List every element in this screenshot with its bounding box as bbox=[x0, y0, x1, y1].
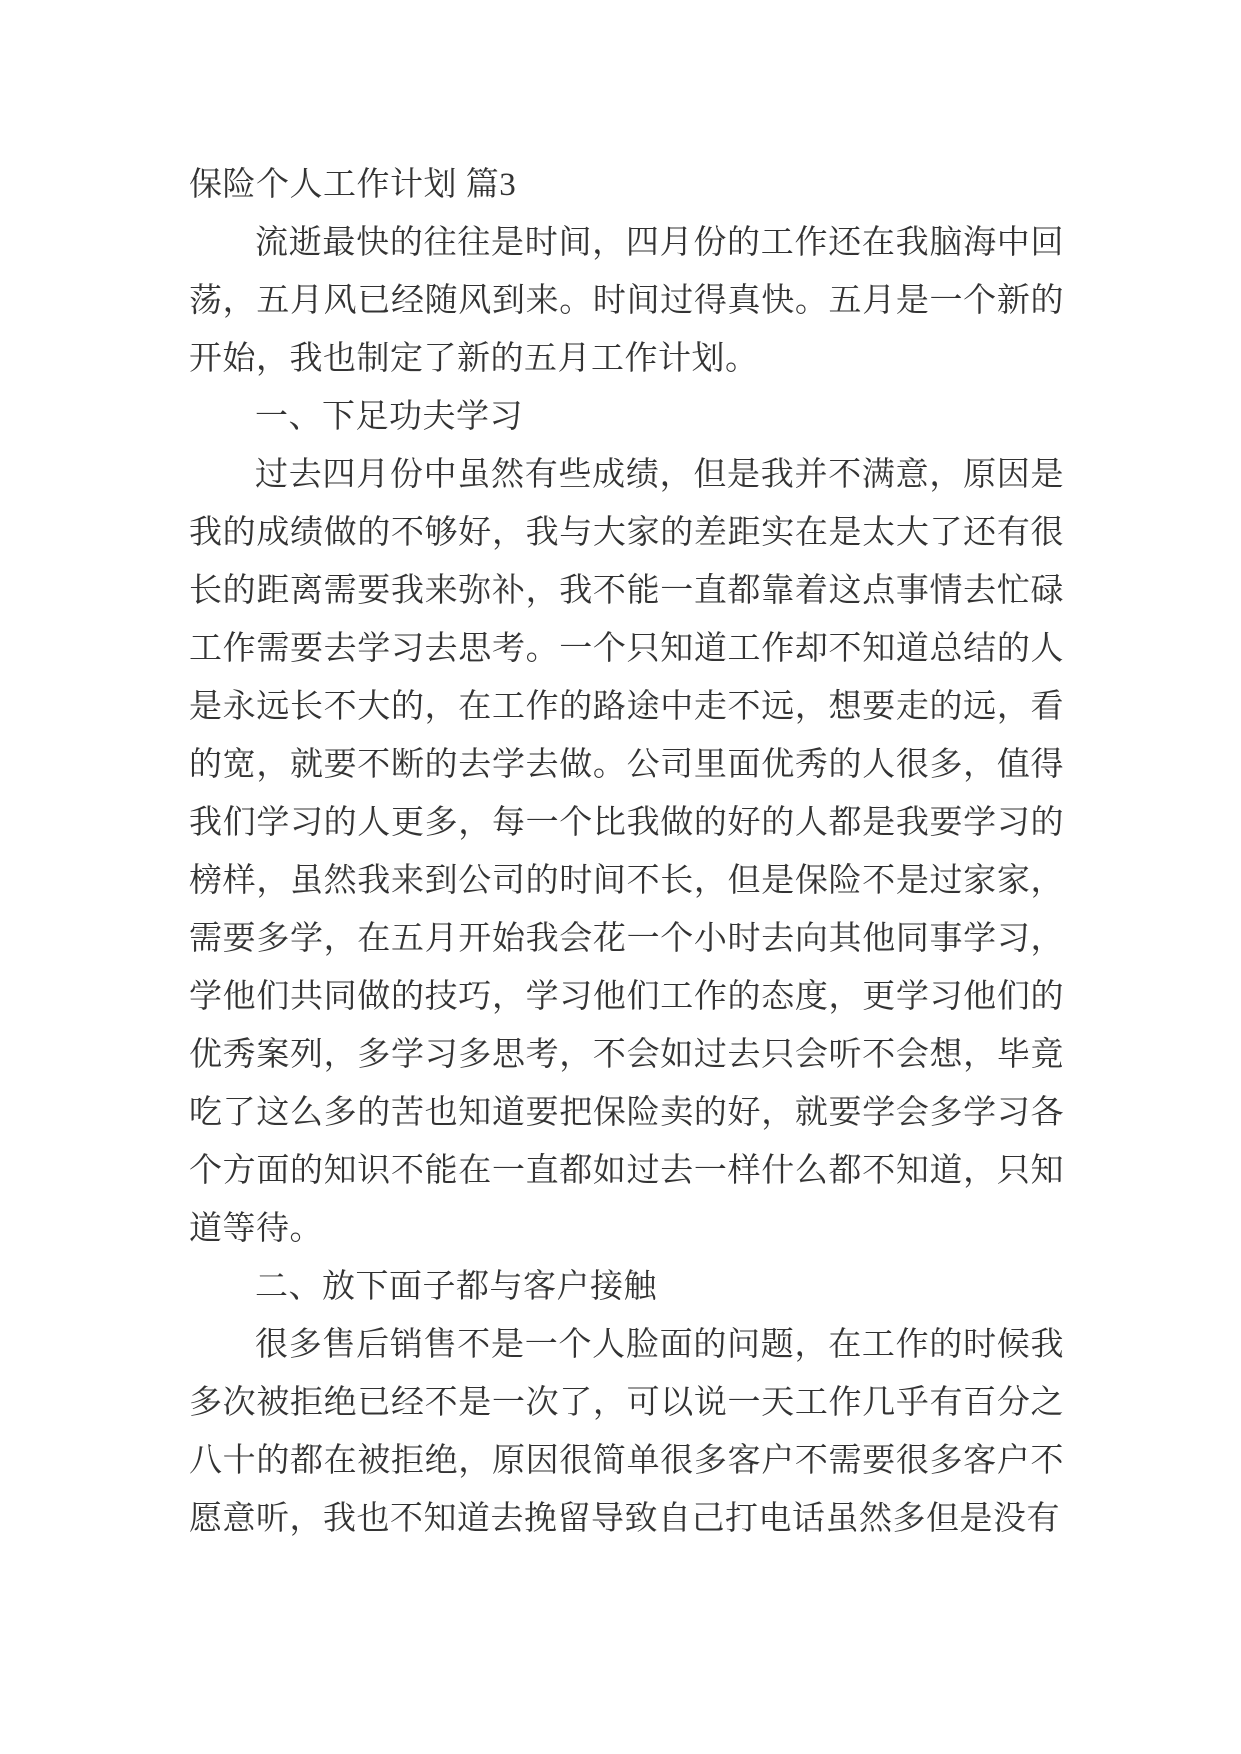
document-body bbox=[189, 156, 1064, 1548]
section-heading-1: 一、下足功夫学习 bbox=[255, 399, 523, 435]
paragraph-section-1: 过去四月份中虽然有些成绩，但是我并不满意，原因是我的成绩做的不够好，我与大家的差距实在是太大了还有很长的距离需要我来弥补，我不能一直都靠着这点事情去忙碌工作需要去学习去思考。一个只知道工作却不知道总结的人是永远长不大的，在工作的路途中走不远，想要走的远，看的宽，就要不断的去学去做。公司里面优秀的人很多，值得我们学习的人更多，每一个比我做的好的人都是我要学习的榜样，虽然我来到公司的时间不长，但是保险不是过家家，需要多学，在五月开始我会花一个小时去向其他同事学习，学他们共同做的技巧，学习他们工作的态度，更学习他们的优秀案列，多学习多思考，不会如过去只会听不会想，毕竟吃了这么多的苦也知道要把保险卖的好，就要学会多学习各个方面的知识不能在一直都如过去一样什么都不知道，只知道等待。 bbox=[189, 457, 1064, 1247]
document-title: 保险个人工作计划 篇3 bbox=[189, 167, 517, 203]
section-heading-2: 二、放下面子都与客户接触 bbox=[255, 1269, 657, 1305]
paragraph-intro: 流逝最快的往往是时间，四月份的工作还在我脑海中回荡，五月风已经随风到来。时间过得真快。五月是一个新的开始，我也制定了新的五月工作计划。 bbox=[189, 225, 1064, 377]
paragraph-section-2: 很多售后销售不是一个人脸面的问题，在工作的时候我多次被拒绝已经不是一次了，可以说一天工作几乎有百分之八十的都在被拒绝，原因很简单很多客户不需要很多客户不愿意听，我也不知道去挽留导致自己打电话虽然多但是没有 bbox=[189, 1327, 1064, 1537]
